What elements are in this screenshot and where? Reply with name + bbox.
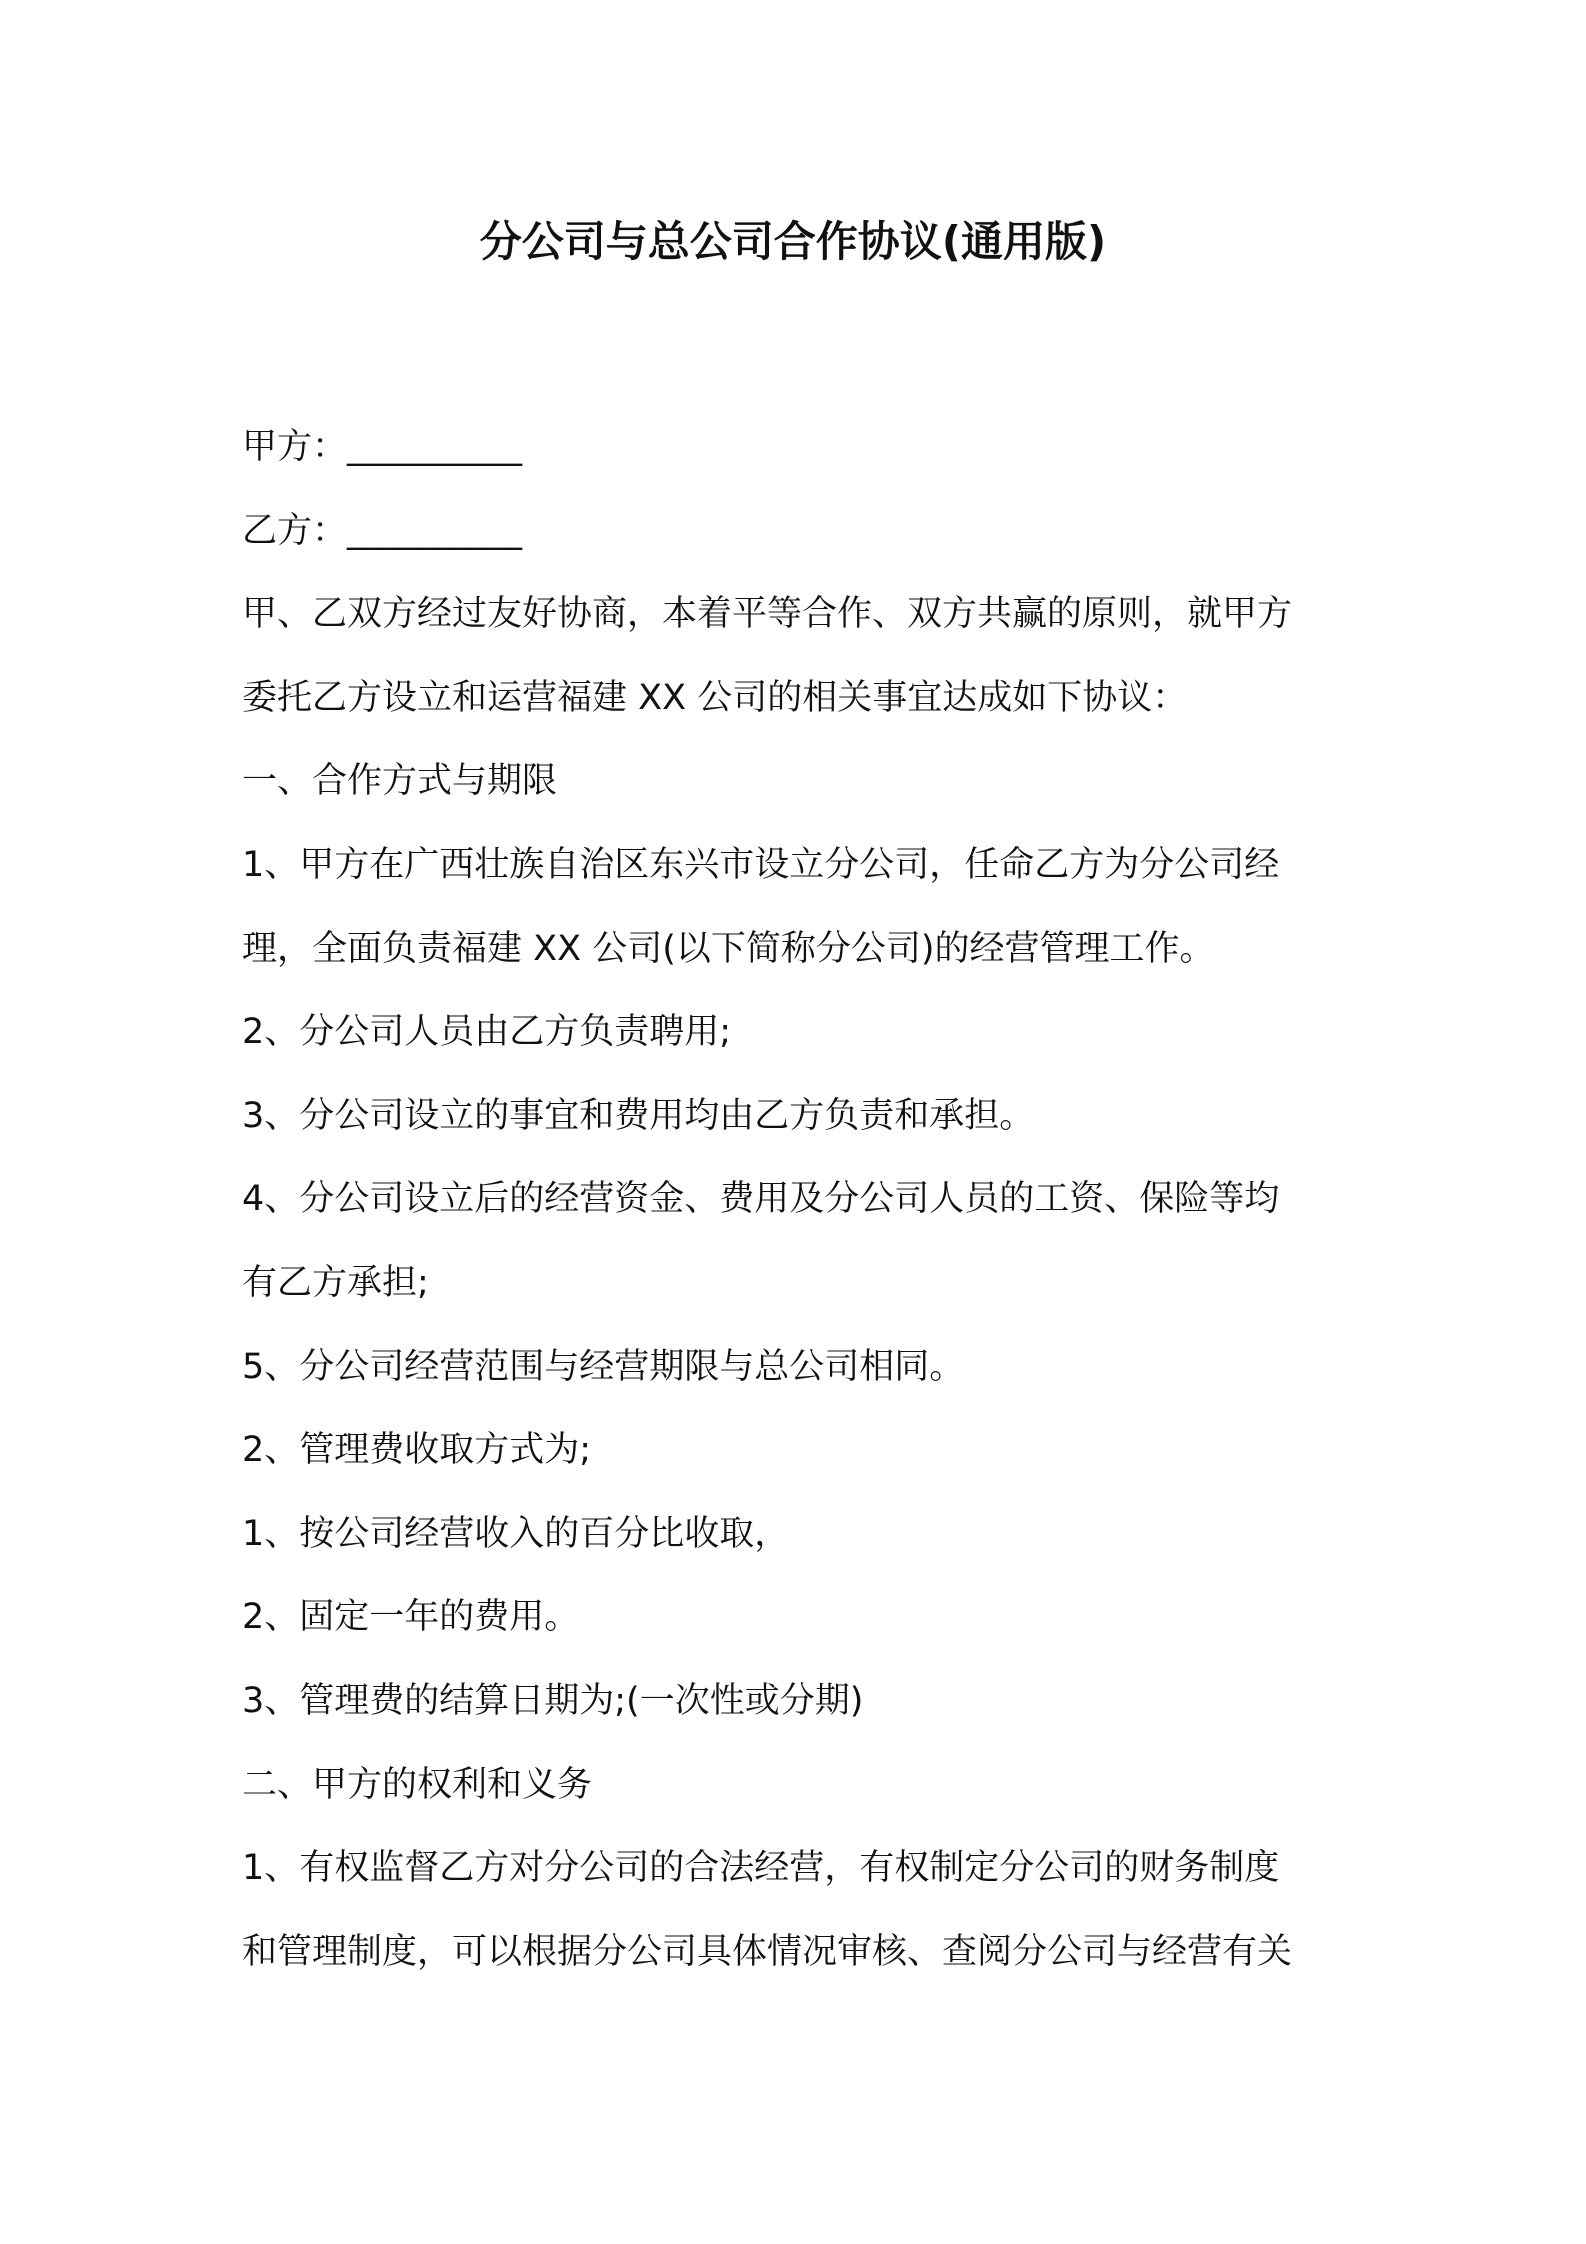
intro-paragraph-line-1: 甲、乙双方经过友好协商，本着平等合作、双方共赢的原则，就甲方	[242, 594, 1293, 635]
section-heading-1: 一、合作方式与期限	[242, 761, 558, 802]
clause-line: 3、分公司设立的事宜和费用均由乙方负责和承担。	[242, 1095, 1035, 1136]
intro-paragraph-line-2: 委托乙方设立和运营福建 XX 公司的相关事宜达成如下协议：	[242, 677, 1188, 718]
party-a-line: 甲方：__________	[242, 427, 523, 467]
clause-line: 2、管理费收取方式为;	[242, 1430, 592, 1471]
clause-line: 1、甲方在广西壮族自治区东兴市设立分公司，任命乙方为分公司经	[242, 844, 1280, 885]
clause-line: 理，全面负责福建 XX 公司(以下简称分公司)的经营管理工作。	[242, 928, 1215, 969]
clause-line: 有乙方承担;	[242, 1262, 429, 1303]
clause-line: 1、有权监督乙方对分公司的合法经营，有权制定分公司的财务制度	[242, 1848, 1280, 1889]
clause-line: 1、按公司经营收入的百分比收取，	[242, 1513, 790, 1554]
clause-line: 和管理制度，可以根据分公司具体情况审核、查阅分公司与经营有关	[242, 1931, 1293, 1972]
clause-line: 2、固定一年的费用。	[242, 1597, 580, 1638]
clause-line: 3、管理费的结算日期为;(一次性或分期)	[242, 1680, 864, 1721]
clause-line: 2、分公司人员由乙方负责聘用;	[242, 1012, 732, 1053]
document-body	[242, 406, 1362, 1994]
section-heading-2: 二、甲方的权利和义务	[242, 1764, 593, 1805]
document-title: 分公司与总公司合作协议(通用版)	[479, 217, 1107, 266]
clause-line: 4、分公司设立后的经营资金、费用及分公司人员的工资、保险等均	[242, 1179, 1280, 1220]
clause-line: 5、分公司经营范围与经营期限与总公司相同。	[242, 1346, 965, 1387]
party-b-line: 乙方：__________	[242, 510, 523, 551]
